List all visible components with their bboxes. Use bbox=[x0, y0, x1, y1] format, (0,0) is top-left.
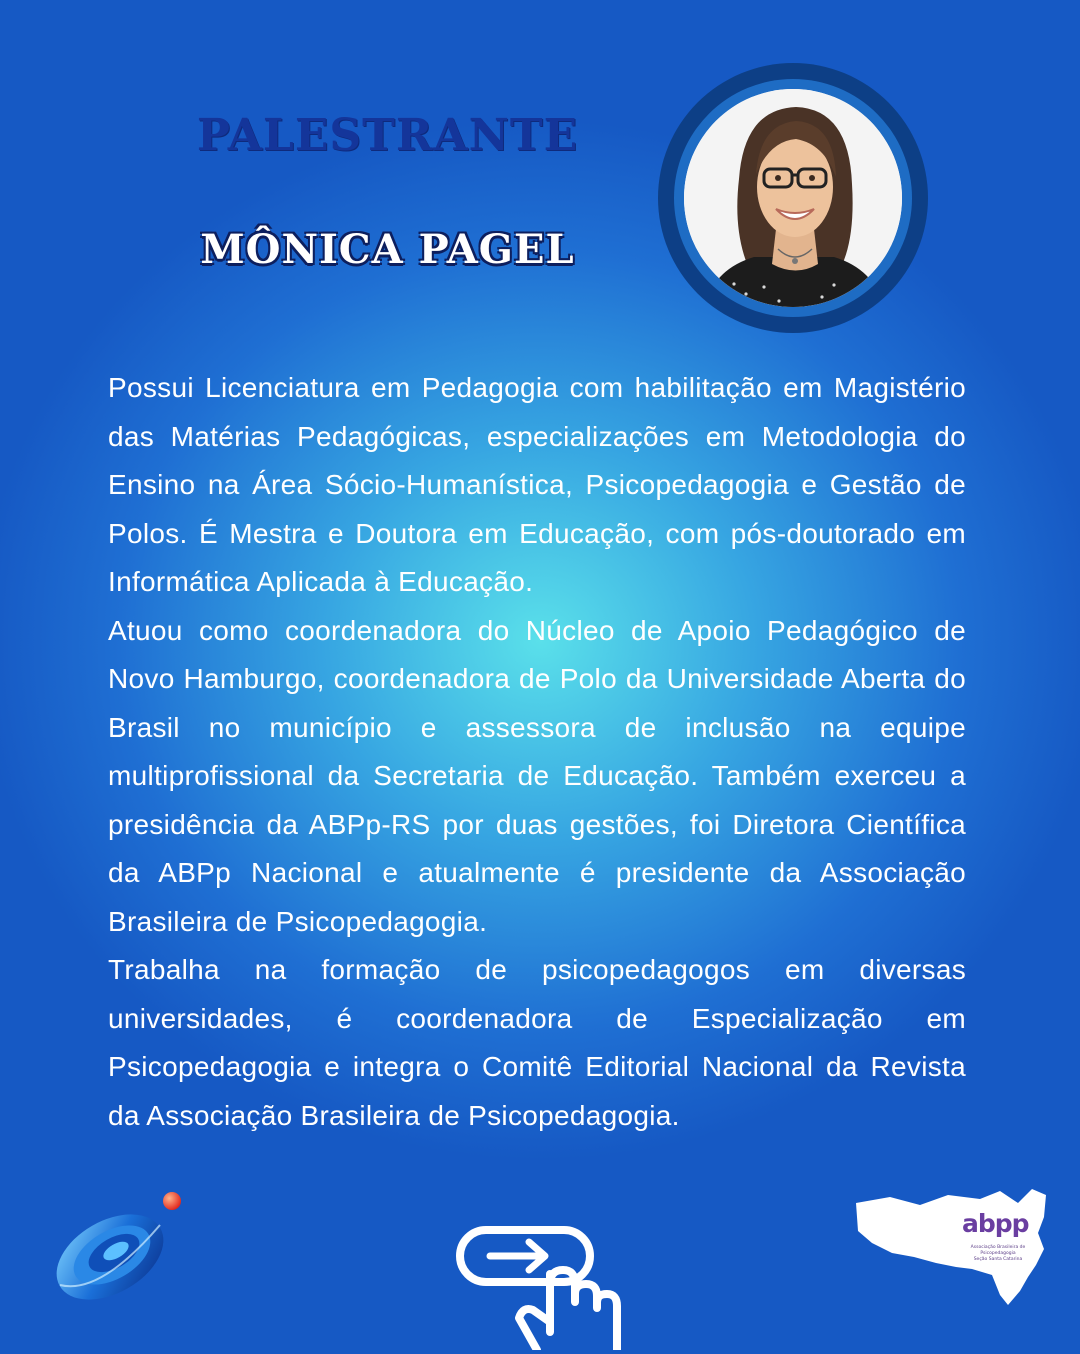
cta-hand-pointer-icon[interactable] bbox=[455, 1222, 630, 1350]
speaker-portrait-illustration bbox=[684, 89, 902, 307]
speaker-photo bbox=[658, 63, 928, 333]
abpp-subtitle-line2: Seção Santa Catarina bbox=[973, 1257, 1023, 1262]
abpp-subtitle bbox=[958, 1245, 1038, 1263]
speaker-name: MÔNICA PAGEL bbox=[200, 226, 575, 273]
abpp-logo bbox=[850, 1183, 1055, 1313]
abpp-wordmark: abpp bbox=[962, 1209, 1029, 1238]
bio-paragraph-2: Atuou como coordenadora do Núcleo de Apoio Pedagógico de Novo Hamburgo, coordenadora de Polo da Universidade Aberta do Brasil no município e assessora de inclusão na equipe multiprofissional da Secretaria de Educação. Também exerceu a presidência da ABPp-RS por duas gestões, foi Diretora Científica da ABPp Nacional e atualmente é presidente da Associação Brasileira de Psicopedagogia. bbox=[108, 614, 966, 937]
bio-paragraph-1: Possui Licenciatura em Pedagogia com habilitação em Magistério das Matérias Pedagógicas, especializações em Metodologia do Ensino na Área Sócio-Humanística, Psicopedagogia e Gestão de Polos. É Mestra e Doutora em Educação, com pós-doutorado em Informática Aplicada à Educação. bbox=[108, 372, 966, 597]
section-title: PALESTRANTE bbox=[196, 110, 579, 161]
abpp-subtitle-line1: Associação Brasileira de Psicopedagogia bbox=[970, 1245, 1026, 1256]
speaker-bio bbox=[108, 364, 966, 1140]
swirl-orbit-logo-icon bbox=[40, 1185, 190, 1305]
bio-paragraph-3: Trabalha na formação de psicopedagogos em diversas universidades, é coordenadora de Especialização em Psicopedagogia e integra o Comitê Editorial Nacional da Revista da Associação Brasileira de Psicopedagogia. bbox=[108, 954, 966, 1131]
